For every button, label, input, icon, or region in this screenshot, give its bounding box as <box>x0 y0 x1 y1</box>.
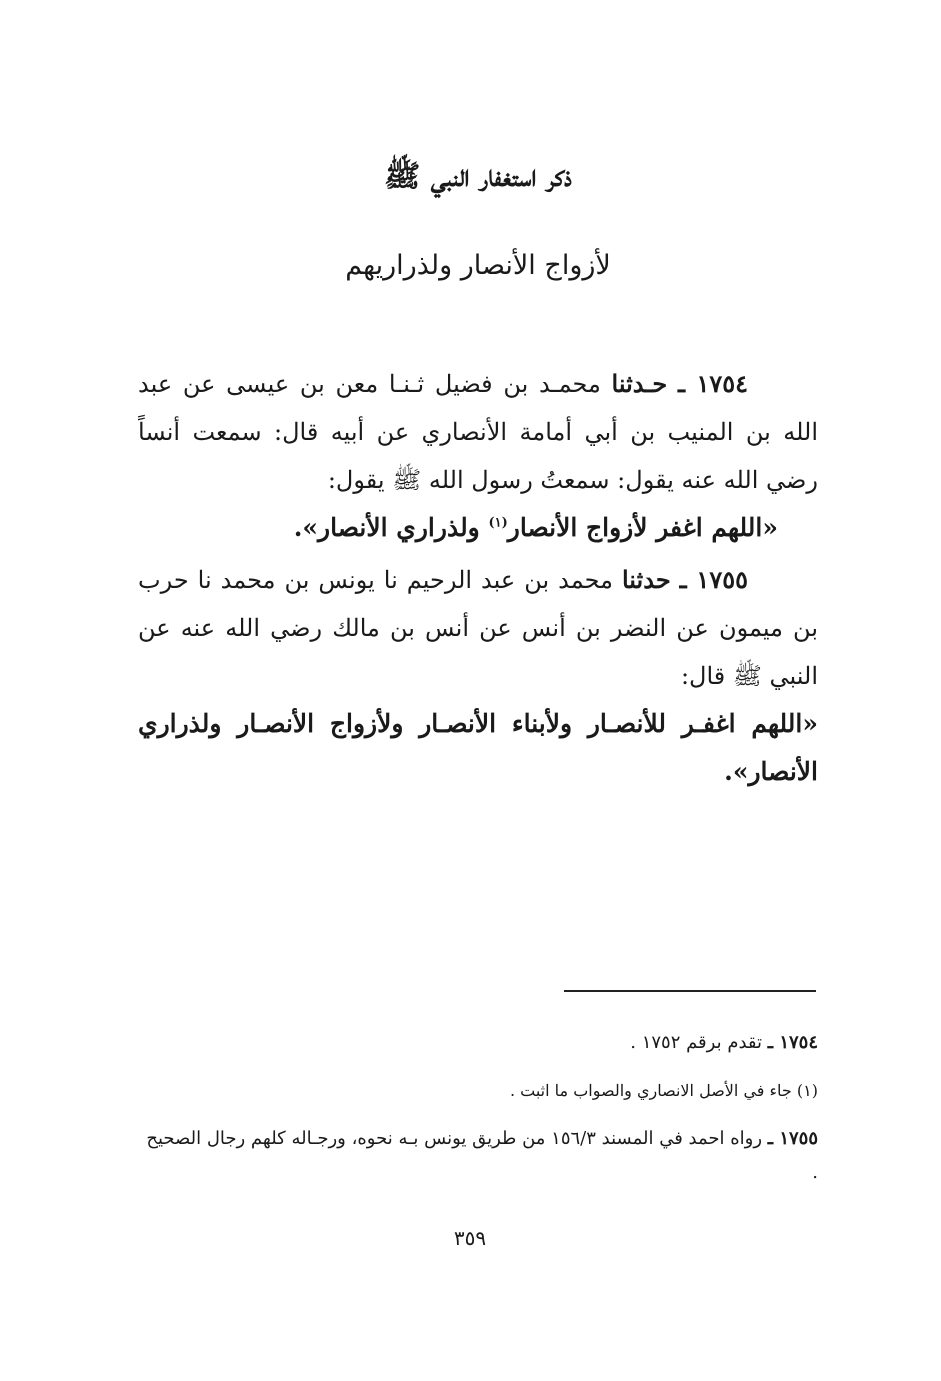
footnote-item <box>136 1074 818 1108</box>
footnote-number: ١٧٥٥ ـ <box>767 1128 818 1149</box>
matn-text: «اللهم اغفر لأزواج الأنصار <box>507 513 778 542</box>
hadith-1755-matn: «اللهم اغفـر للأنصـار ولأبناء الأنصـار ولأزواج الأنصـار ولذراري الأنصار». <box>138 709 818 786</box>
matn-end: ولذراري الأنصار». <box>293 513 480 542</box>
chapter-subtitle: لأزواج الأنصار ولذراريهم <box>345 250 611 281</box>
hadith-number: ١٧٥٤ ـ <box>677 369 748 398</box>
hadith-1755 <box>138 556 818 796</box>
chain-text: محمد بن عبد الرحيم نا يونس بن محمد نا حرب بن ميمون عن النضر بن أنس عن أنس بن مالك رضي الله عنه عن النبي ﷺ قال: <box>138 566 818 690</box>
chain-lead: حـدثنا <box>611 369 668 398</box>
footnotes <box>136 1026 818 1204</box>
hadith-1754 <box>138 360 818 552</box>
hadith-number: ١٧٥٥ ـ <box>679 565 748 594</box>
footnote-text: رواه احمد في المسند ١٥٦/٣ من طريق يونس بـه نحوه، ورجـاله كلهم رجال الصحيح . <box>146 1128 818 1183</box>
chain-lead: حدثنا <box>621 565 671 594</box>
footnote-text: جاء في الأصل الانصاري والصواب ما اثبت . <box>509 1081 792 1100</box>
hadith-1754-chain <box>138 360 818 504</box>
chapter-title: ذكر استغفار النبي ﷺ <box>384 159 572 194</box>
hadith-1754-matn <box>138 504 818 552</box>
footnote-ref: (١) <box>488 515 508 531</box>
page-number: ٣٥٩ <box>453 1226 487 1250</box>
footnote-text: تقدم برقم ١٧٥٢ . <box>630 1032 763 1053</box>
footnote-divider <box>564 990 816 992</box>
chain-text: محمـد بن فضيل ثـنـا معن بن عيسى عن عبد الله بن المنيب بن أبي أمامة الأنصاري عن أبيه قال: سمعت أنساً رضي الله عنه يقول: سمعتُ رسول الله ﷺ يقول: <box>138 370 818 494</box>
footnote-number: ١٧٥٤ ـ <box>767 1032 818 1053</box>
footnote-item <box>136 1122 818 1190</box>
footnote-item <box>136 1026 818 1060</box>
hadith-1755-chain <box>138 556 818 700</box>
footnote-number: (١) <box>796 1081 818 1100</box>
